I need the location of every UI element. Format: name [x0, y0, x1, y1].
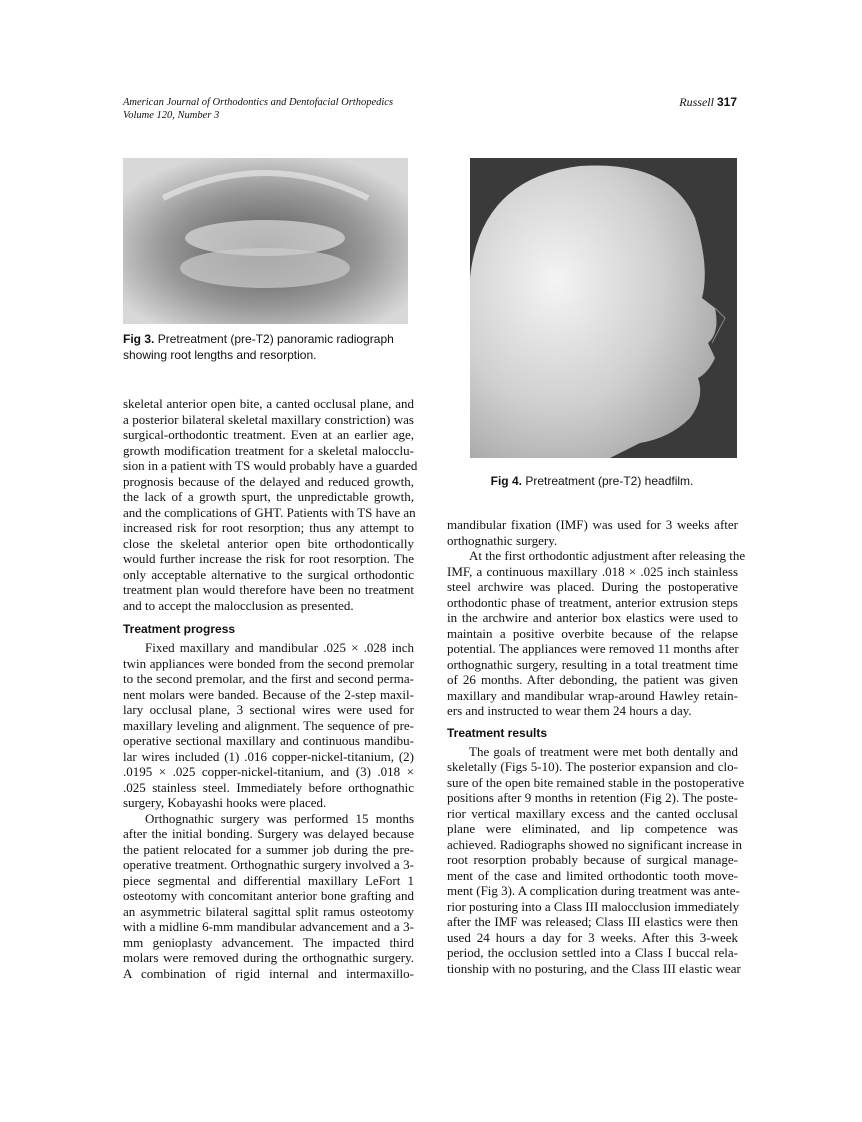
paragraph [447, 743, 745, 977]
section-heading-treatment-results: Treatment results [447, 725, 548, 740]
text-line: The goals of treatment were met both dentally and [469, 743, 738, 759]
text-line: steel archwire was placed. During the postoperative [447, 579, 738, 594]
left-column [123, 396, 418, 981]
text-line: molars were removed during the orthognathic surgery. [123, 950, 414, 965]
text-line: nent molars were banded. Because of the 2-step maxil- [123, 686, 414, 702]
panoramic-radiograph-image [123, 158, 408, 324]
text-line: twin appliances were bonded from the second premolar [123, 655, 414, 671]
headfilm-radiograph-image [470, 158, 737, 458]
caption-line: showing root lengths and resorption. [123, 348, 317, 362]
text-line: rior vertical maxillary excess and the canted occlusal [447, 805, 738, 821]
text-line: maxillary leveling and alignment. The sequence of pre- [123, 717, 414, 733]
figure-3-label: Fig 3. [123, 332, 155, 346]
figure-3-caption [123, 331, 418, 363]
text-line: sion in a patient with TS would probably have a guarded [123, 458, 418, 473]
text-line: the lack of a growth spurt, the unpredictable growth, [123, 489, 414, 504]
text-line: operative treatment. Orthognathic surgery involved a 3- [123, 857, 414, 872]
text-line: to the second premolar, and the first and second perma- [123, 671, 414, 686]
text-line: IMF, a continuous maxillary .018 × .025 inch stainless [447, 563, 738, 579]
text-line: maintain a positive overbite because of the relapse [447, 625, 738, 641]
caption-line: Pretreatment (pre-T2) panoramic radiograph [157, 332, 394, 346]
text-line: treatment plan would therefore have been no treatment [123, 582, 414, 597]
text-line: lary occlusal plane, 3 sectional wires were used for [123, 702, 414, 717]
text-line: in the archwire and anterior box elastics were used to [447, 610, 738, 625]
text-line: osteotomy with concomitant anterior bone grafting and [123, 888, 414, 903]
paragraph [123, 640, 414, 811]
paragraph [123, 396, 418, 613]
paragraph [447, 517, 738, 548]
text-line: tionship with no posturing, and the Class III elastic wear [447, 960, 741, 976]
paragraph [447, 548, 746, 719]
page-number-header [679, 95, 737, 110]
text-line: an asymmetric bilateral sagittal split ramus osteotomy [123, 903, 414, 919]
running-header [123, 96, 393, 122]
text-line: close the skeletal anterior open bite orthodontically [123, 535, 414, 551]
caption-text: Pretreatment (pre-T2) headfilm. [525, 474, 694, 488]
text-line: lar wires included (1) .016 copper-nickel-titanium, (2) [123, 748, 414, 764]
text-line: and to accept the malocclusion as presented. [123, 597, 354, 613]
text-line: orthognathic surgery, resulting in a total treatment time [447, 656, 738, 672]
text-line: rior posturing into a Class III malocclusion immediately [447, 898, 740, 914]
text-line: surgery, Kobayashi hooks were placed. [123, 795, 327, 810]
text-line: skeletally (Figs 5-10). The posterior expansion and clo- [447, 759, 738, 774]
text-line: potential. The appliances were removed 11 months after [447, 641, 739, 656]
text-line: skeletal anterior open bite, a canted occlusal plane, and [123, 396, 414, 411]
text-line: root resorption probably because of surgical manage- [447, 852, 738, 867]
text-line: Orthognathic surgery was performed 15 months [145, 810, 414, 826]
text-line: A combination of rigid internal and intermaxillo- [123, 965, 414, 981]
text-line: prognosis because of the delayed and reduced growth, [123, 473, 414, 489]
text-line: ment of the case and limited orthodontic tooth move- [447, 867, 738, 883]
text-line: orthodontic phase of treatment, anterior extrusion steps [447, 594, 738, 610]
text-line: only acceptable alternative to the surgical orthodontic [123, 566, 414, 582]
text-line: after the initial bonding. Surgery was delayed because [123, 826, 414, 841]
text-line: sure of the open bite remained stable in the postoperative [447, 774, 745, 790]
text-line: achieved. Radiographs showed no significant increase in [447, 836, 742, 852]
text-line: positions after 9 months in retention (Fig 2). The poste- [447, 790, 738, 805]
text-line: surgical-orthodontic treatment. Even at an earlier age, [123, 427, 414, 442]
text-line: Fixed maxillary and mandibular .025 × .028 inch [145, 640, 414, 655]
text-line: growth modification treatment for a skeletal malocclu- [123, 442, 414, 458]
text-line: a posterior bilateral skeletal maxillary constriction) was [123, 411, 414, 427]
text-line: after the IMF was released; Class III elastics were then [447, 914, 738, 929]
text-line: would further increase the risk for root resorption. The [123, 551, 414, 566]
text-line: ment (Fig 3). A complication during treatment was ante- [447, 883, 740, 898]
text-line: period, the occlusion settled into a Class I buccal rela- [447, 945, 738, 960]
text-line: increased risk for root resorption; thus any attempt to [123, 520, 414, 535]
text-line: piece segmental and differential maxillary LeFort 1 [123, 872, 414, 888]
text-line: the patient relocated for a summer job during the pre- [123, 841, 414, 857]
paragraph [123, 811, 414, 982]
journal-title: American Journal of Orthodontics and Dentofacial Orthopedics [123, 97, 394, 108]
text-line: .0195 × .025 copper-nickel-titanium, and (3) .018 × [123, 764, 414, 779]
author-name: Russell [679, 95, 714, 109]
text-line: mm genioplasty advancement. The impacted third [123, 934, 414, 950]
text-line: .025 stainless steel. Immediately before orthognathic [123, 779, 414, 795]
text-line: plane were eliminated, and lip competence was [447, 821, 738, 836]
text-line: used 24 hours a day for 3 weeks. After this 3-week [447, 929, 738, 945]
section-heading-treatment-progress: Treatment progress [123, 622, 236, 636]
text-line: mandibular fixation (IMF) was used for 3 weeks after [447, 517, 738, 532]
figure-4-label: Fig 4. [490, 474, 522, 488]
text-line: with a midline 6-mm mandibular advancement and a 3- [123, 919, 414, 934]
page-number: 317 [716, 95, 737, 109]
text-line: orthognathic surgery. [447, 532, 558, 548]
figure-4-caption [447, 473, 737, 489]
text-line: of 26 months. After debonding, the patient was given [447, 672, 738, 687]
right-column [447, 517, 746, 976]
journal-volume: Volume 120, Number 3 [123, 110, 220, 121]
text-line: ers and instructed to wear them 24 hours a day. [447, 703, 692, 718]
text-line: At the first orthodontic adjustment after releasing the [469, 548, 746, 563]
text-line: operative sectional maxillary and continuous mandibu- [123, 733, 414, 748]
text-line: maxillary and mandibular wrap-around Hawley retain- [447, 687, 738, 703]
text-line: and the complications of GHT. Patients with TS have an [123, 504, 416, 520]
